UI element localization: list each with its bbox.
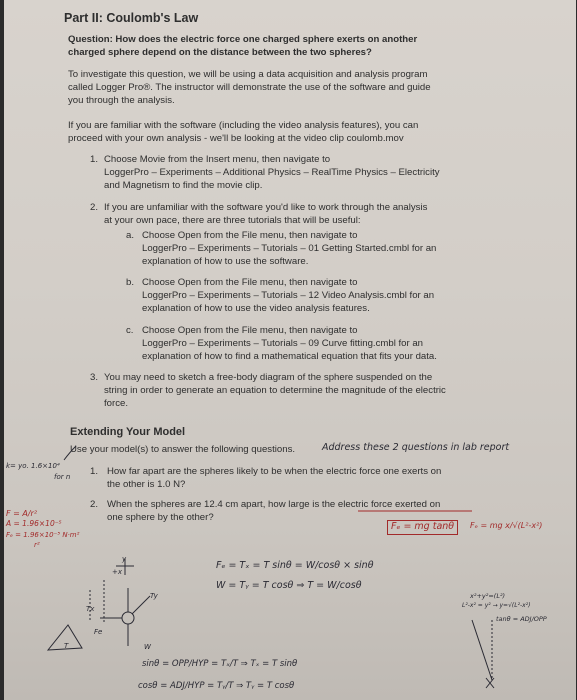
handwritten-note-top: Address these 2 questions in lab report <box>322 442 510 453</box>
step-3-line-3: force. <box>104 398 128 409</box>
boxed-equation: Fₑ = mg tanθ <box>387 520 458 535</box>
equation-w: W = Tᵧ = T cosθ ⇒ T = W/cosθ <box>216 580 362 591</box>
substep-a-line-3: explanation of how to use the software. <box>142 256 309 267</box>
formula-line-2: A = 1.96×10⁻⁵ <box>6 519 62 528</box>
axis-label-y: y <box>122 555 127 563</box>
step-2-number: 2. <box>90 202 99 213</box>
substep-b-line-1: Choose Open from the File menu, then navigate to <box>142 277 358 288</box>
handwritten-sketches <box>4 0 576 700</box>
axis-label-x: +x <box>112 568 123 576</box>
substep-b-letter: b. <box>126 277 135 288</box>
formula-line-3: Fₑ = 1.96×10⁻⁵ N·m² <box>6 531 80 539</box>
question-1-line-1: How far apart are the spheres likely to be when the electric force one exerts on <box>107 466 442 477</box>
equation-sin: sinθ = OPP/HYP = Tₓ/T ⇒ Tₓ = T sinθ <box>142 659 298 669</box>
force-triangle <box>48 625 82 650</box>
question-line-2: charged sphere depend on the distance between the two spheres? <box>68 47 372 58</box>
extending-intro: Use your model(s) to answer the following questions. <box>70 444 296 455</box>
question-2-number: 2. <box>90 499 99 510</box>
fbd-label-fe: Fe <box>94 628 103 636</box>
equation-fe: Fₑ = Tₓ = T sinθ = W/cosθ × sinθ <box>216 560 374 571</box>
step-1-number: 1. <box>90 154 99 165</box>
formula-line-1: F = A/r² <box>6 509 38 518</box>
substep-c-line-2: LoggerPro – Experiments – Tutorials – 09 Curve fitting.cmbl for an <box>142 338 424 349</box>
step-1-line-1: Choose Movie from the Insert menu, then navigate to <box>104 154 331 165</box>
step-1-line-3: and Magnetism to find the movie clip. <box>104 180 263 191</box>
intro2-line-2: proceed with your own analysis - we'll be looking at the video clip coulomb.mov <box>68 133 404 144</box>
right-note-3: tanθ = ADJ/OPP <box>496 615 547 623</box>
substep-b-line-2: LoggerPro – Experiments – Tutorials – 12 Video Analysis.cmbl for an <box>142 290 435 301</box>
fbd-label-tx: Tx <box>86 605 95 613</box>
fbd-label-ty: Ty <box>150 592 158 600</box>
equation-cos: cosθ = ADJ/HYP = Tᵧ/T ⇒ Tᵧ = T cosθ <box>138 681 295 691</box>
margin-arrow-icon <box>64 446 76 460</box>
formula-line-4: r² <box>34 541 40 549</box>
margin-note-2: for n <box>54 473 71 481</box>
fbd-label-w: W <box>144 643 151 651</box>
right-note-2: L²-x² = y² → y=√(L²-x²) <box>462 602 531 609</box>
pendulum-string <box>472 620 492 680</box>
question-2-line-2: one sphere by the other? <box>107 512 214 523</box>
right-note-1: x²+y²=(L²) <box>470 592 506 600</box>
intro-line-1: To investigate this question, we will be using a data acquisition and analysis program <box>68 69 428 80</box>
question-2-line-1: When the spheres are 12.4 cm apart, how large is the electric force exerted on <box>107 499 441 510</box>
substep-a-line-1: Choose Open from the File menu, then navigate to <box>142 230 358 241</box>
question-line-1: Question: How does the electric force one charged sphere exerts on another <box>68 34 418 45</box>
intro-line-2: called Logger Pro®. The instructor will demonstrate the use of the software and guide <box>68 82 431 93</box>
substep-c-line-1: Choose Open from the File menu, then navigate to <box>142 325 358 336</box>
sphere-cross-mark <box>486 678 494 688</box>
step-3-number: 3. <box>90 372 99 383</box>
worksheet-page <box>4 0 576 700</box>
extending-title: Extending Your Model <box>70 426 186 438</box>
page-title: Part II: Coulomb's Law <box>64 11 199 25</box>
margin-note-1: k= yo. 1.6×10⁴ <box>6 462 60 470</box>
step-1-line-2: LoggerPro – Experiments – Additional Physics – RealTime Physics – Electricity <box>104 167 440 178</box>
substep-a-line-2: LoggerPro – Experiments – Tutorials – 01 Getting Started.cmbl for an <box>142 243 437 254</box>
intro2-line-1: If you are familiar with the software (including the video analysis features), you can <box>68 120 419 131</box>
question-1-number: 1. <box>90 466 99 477</box>
step-3-line-2: string in order to generate an equation to determine the magnitude of the electric <box>104 385 446 396</box>
substep-a-letter: a. <box>126 230 135 241</box>
substep-b-line-3: explanation of how to use the video analysis features. <box>142 303 370 314</box>
substep-c-letter: c. <box>126 325 134 336</box>
tension-vector <box>132 596 150 614</box>
step-2-line-1: If you are unfamiliar with the software you'd like to work through the analysis <box>104 202 428 213</box>
triangle-label-t: T <box>64 642 69 650</box>
intro-line-3: you through the analysis. <box>68 95 175 106</box>
boxed-equation-follow: Fₑ = mg x/√(L²-x²) <box>470 521 543 530</box>
substep-c-line-3: explanation of how to find a mathematical equation that fits your data. <box>142 351 437 362</box>
step-3-line-1: You may need to sketch a free-body diagram of the sphere suspended on the <box>104 372 433 383</box>
step-2-line-2: at your own pace, there are three tutorials that will be useful: <box>104 215 361 226</box>
question-1-line-2: the other is 1.0 N? <box>107 479 186 490</box>
